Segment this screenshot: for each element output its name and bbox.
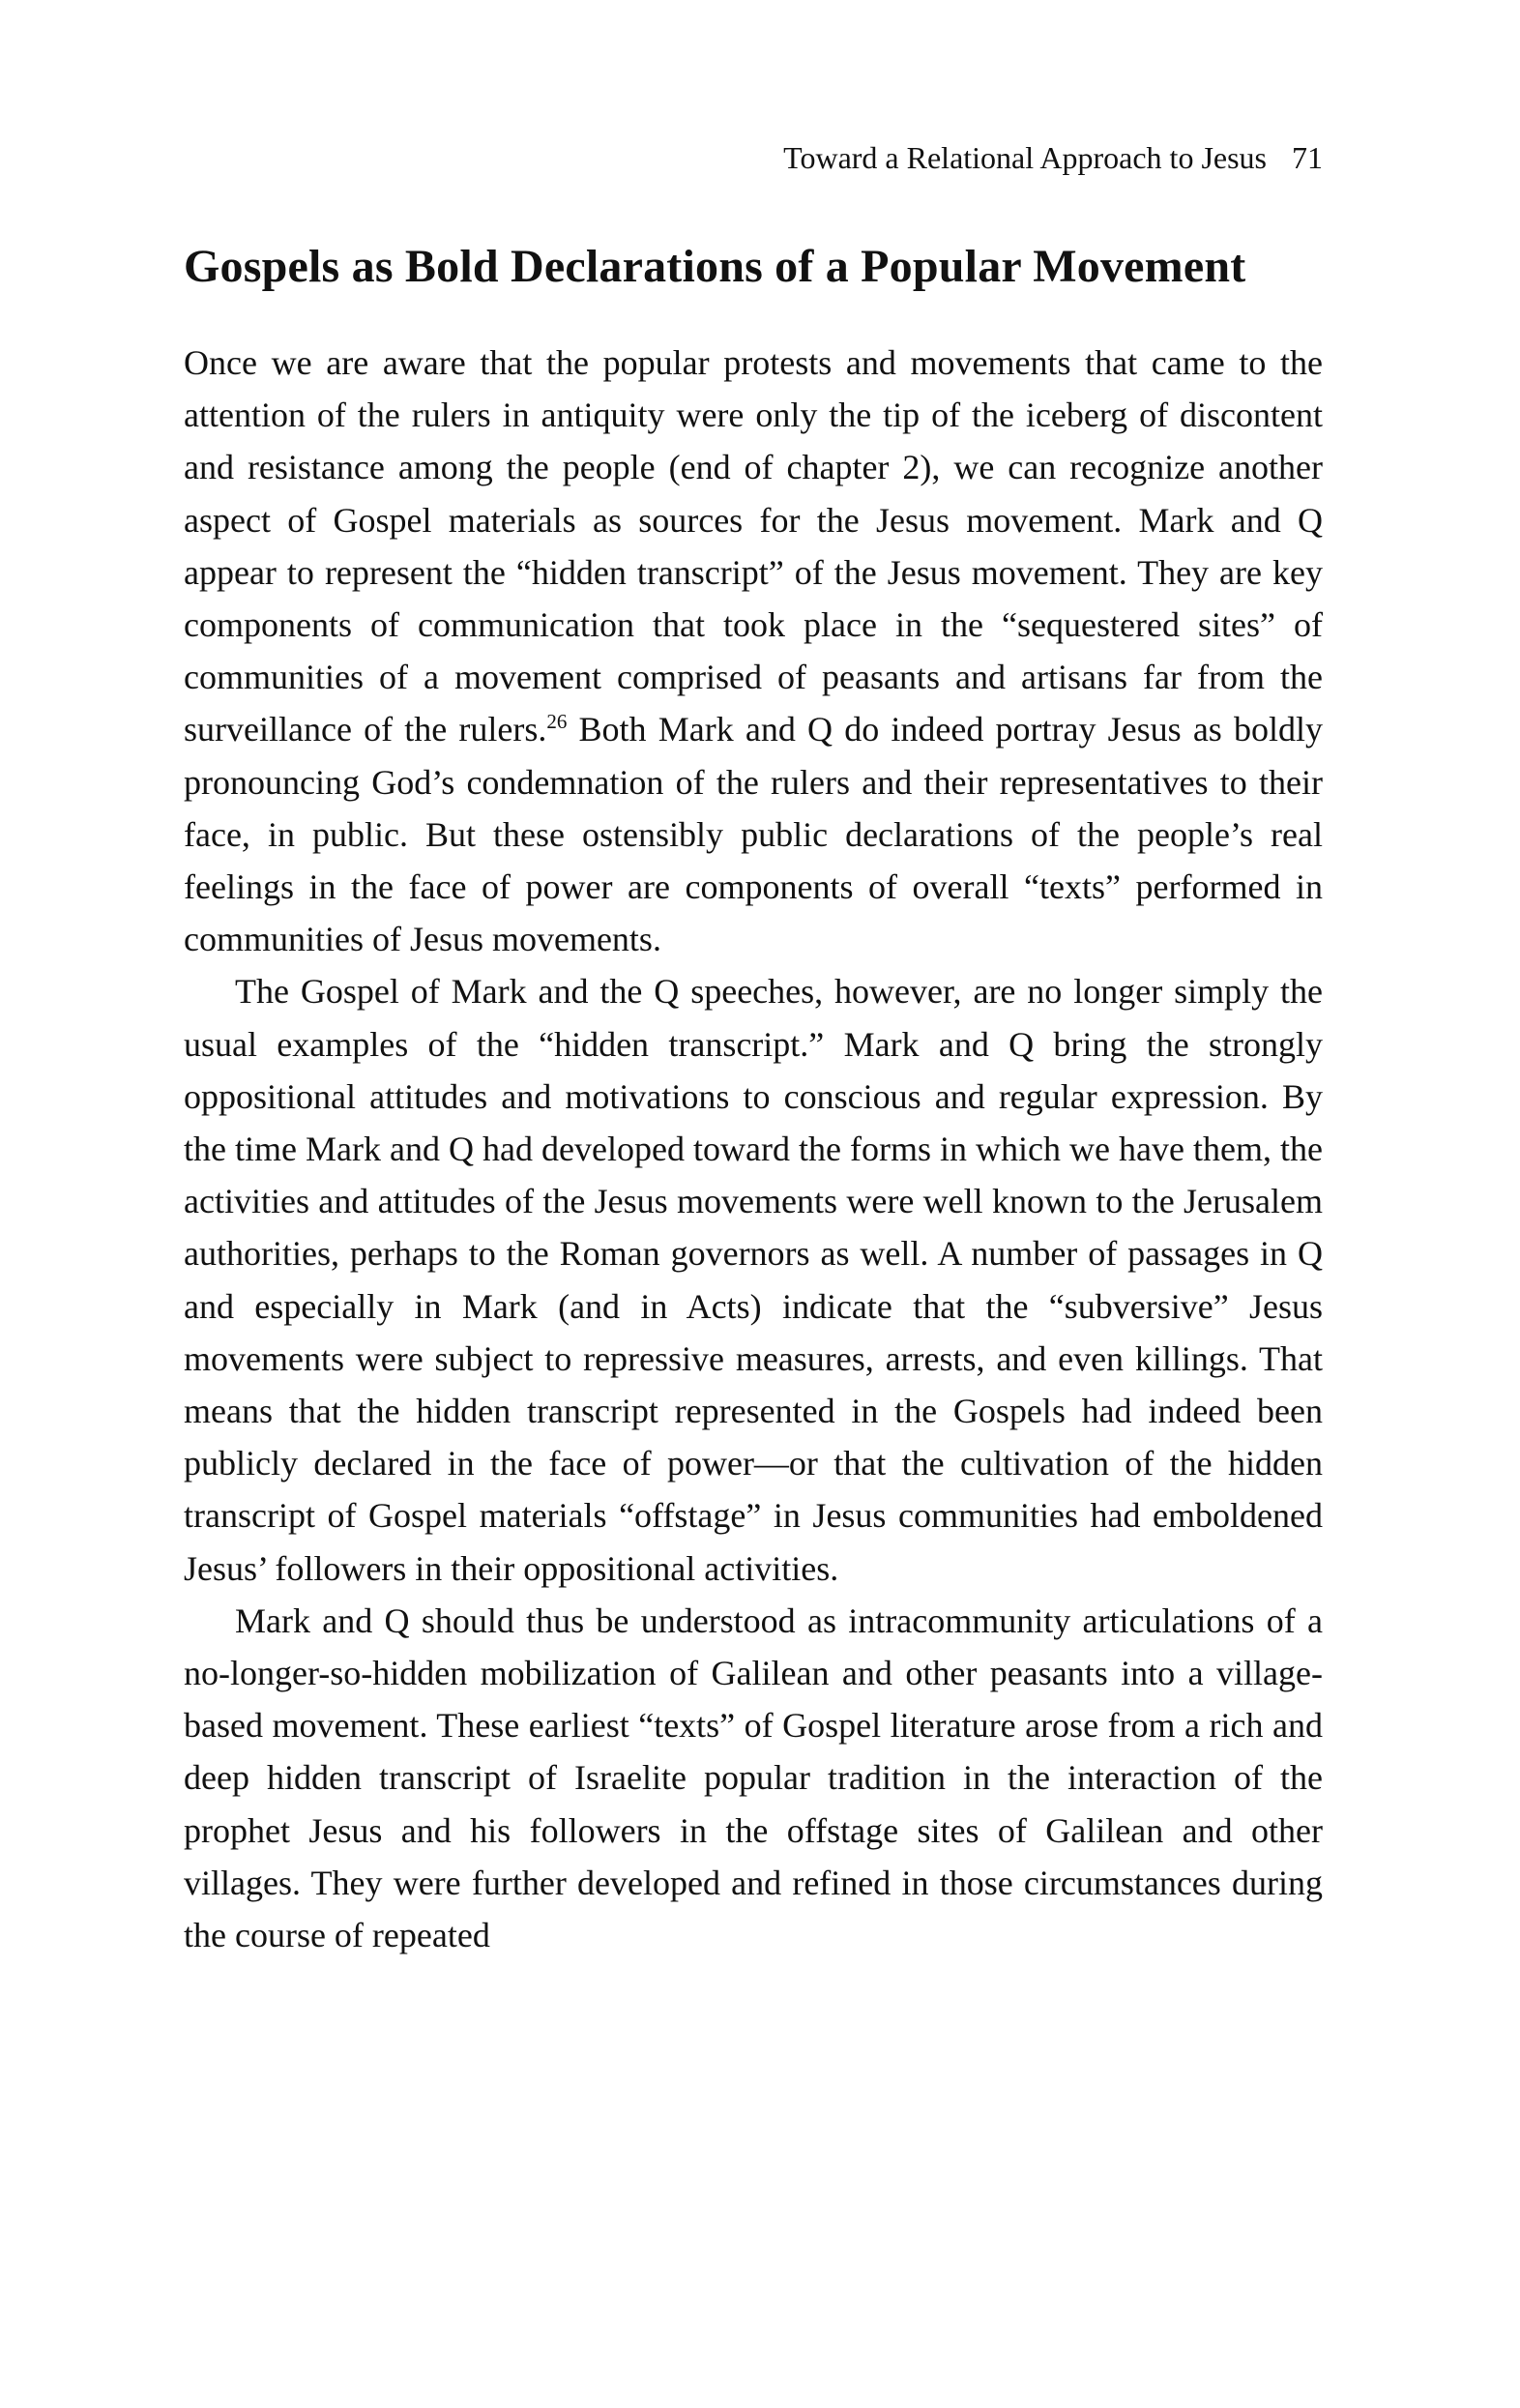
- running-head: [184, 135, 1323, 180]
- paragraph-1-text-after-note: Both Mark and Q do indeed portray Jesus as boldly pronouncing God’s condemnation of the rulers and their representatives to their face, in public. But these ostensibly public declarations of the people’s real feelings in the face of power are components of overall “texts” performed in communities of Jesus movements.: [184, 710, 1323, 959]
- paragraph-1-text-before-note: Once we are aware that the popular protests and movements that came to the attention of the rulers in antiquity were only the tip of the iceberg of discontent and resistance among the people (end of chapter 2), we can recognize another aspect of Gospel materials as sources for the Jesus movement. Mark and Q appear to represent the “hidden transcript” of the Jesus movement. They are key components of communication that took place in the “sequestered sites” of communities of a movement comprised of peasants and artisans far from the surveillance of the rulers.: [184, 343, 1323, 749]
- book-page: [184, 135, 1323, 1961]
- paragraph-3: Mark and Q should thus be understood as intracommunity articulations of a no-longer-so-hidden mobilization of Galilean and other peasants into a village-based movement. These earliest “texts” of Gospel literature arose from a rich and deep hidden transcript of Israelite popular tradition in the interaction of the prophet Jesus and his followers in the offstage sites of Galilean and other villages. They were further developed and refined in those circumstances during the course of repeated: [184, 1600, 1323, 1955]
- running-head-title: Toward a Relational Approach to Jesus: [783, 140, 1267, 175]
- paragraph-1: [184, 337, 1323, 965]
- section-heading: Gospels as Bold Declarations of a Popular Movement: [184, 241, 1246, 292]
- paragraph-2: The Gospel of Mark and the Q speeches, however, are no longer simply the usual examples of the “hidden transcript.” Mark and Q bring the strongly oppositional attitudes and motivations to conscious and regular expression. By the time Mark and Q had developed toward the forms in which we have them, the activities and attitudes of the Jesus movements were well known to the Jerusalem authorities, perhaps to the Roman governors as well. A number of passages in Q and especially in Mark (and in Acts) indicate that the “subversive” Jesus movements were subject to repressive measures, arrests, and even killings. That means that the hidden transcript represented in the Gospels had indeed been publicly declared in the face of power—or that the cultivation of the hidden transcript of Gospel materials “offstage” in Jesus communities had emboldened Jesus’ followers in their oppositional activities.: [184, 972, 1323, 1588]
- page-number: 71: [1292, 140, 1323, 175]
- footnote-reference: 26: [546, 710, 568, 734]
